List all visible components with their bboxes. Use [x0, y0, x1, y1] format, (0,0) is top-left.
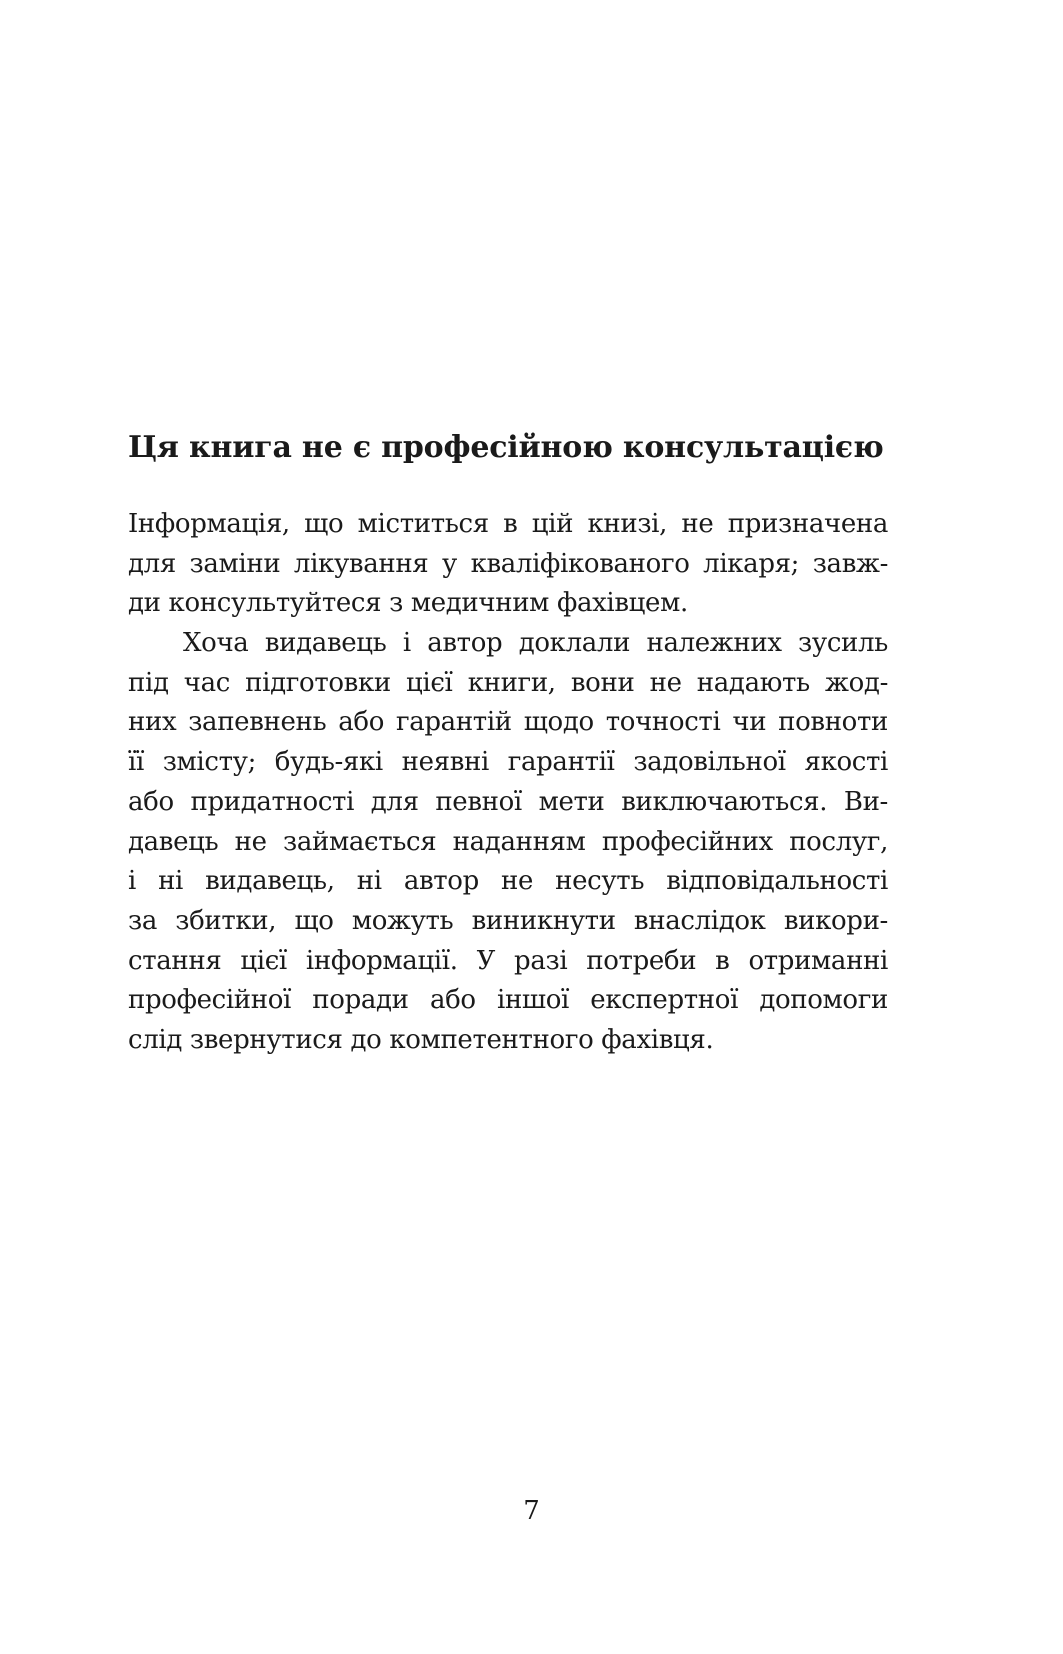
paragraph-1 — [128, 505, 888, 624]
page-number: 7 — [523, 1496, 540, 1526]
paragraph-2 — [128, 624, 888, 1061]
text-line: давець не займається наданням професійних послуг, — [128, 826, 888, 857]
text-line: ди консультуйтеся з медичним фахівцем. — [128, 588, 688, 619]
text-line: Інформація, що міститься в цій книзі, не призначена — [128, 509, 888, 539]
text-line: або придатності для певної мети виключаються. Ви- — [128, 786, 888, 817]
text-line: стання цієї інформації. У разі потреби в отриманні — [128, 945, 888, 976]
disclaimer-text — [128, 505, 888, 1061]
section-heading: Ця книга не є професійною консультацією — [128, 430, 884, 465]
text-line: професійної поради або іншої експертної допомоги — [128, 985, 888, 1016]
text-line: них запевнень або гарантій щодо точності чи повноти — [128, 707, 888, 738]
text-line: під час підготовки цієї книги, вони не надають жод- — [128, 667, 888, 698]
text-line: і ні видавець, ні автор не несуть відповідальності — [128, 866, 888, 897]
text-line: для заміни лікування у кваліфікованого лікаря; завж- — [128, 548, 888, 579]
text-line: слід звернутися до компетентного фахівця. — [128, 1024, 714, 1055]
text-line: Хоча видавець і автор доклали належних зусиль — [183, 628, 888, 659]
text-line: за збитки, що можуть виникнути внаслідок викори- — [128, 905, 888, 936]
text-line: її змісту; будь-які неявні гарантії задовільної якості — [128, 747, 888, 778]
